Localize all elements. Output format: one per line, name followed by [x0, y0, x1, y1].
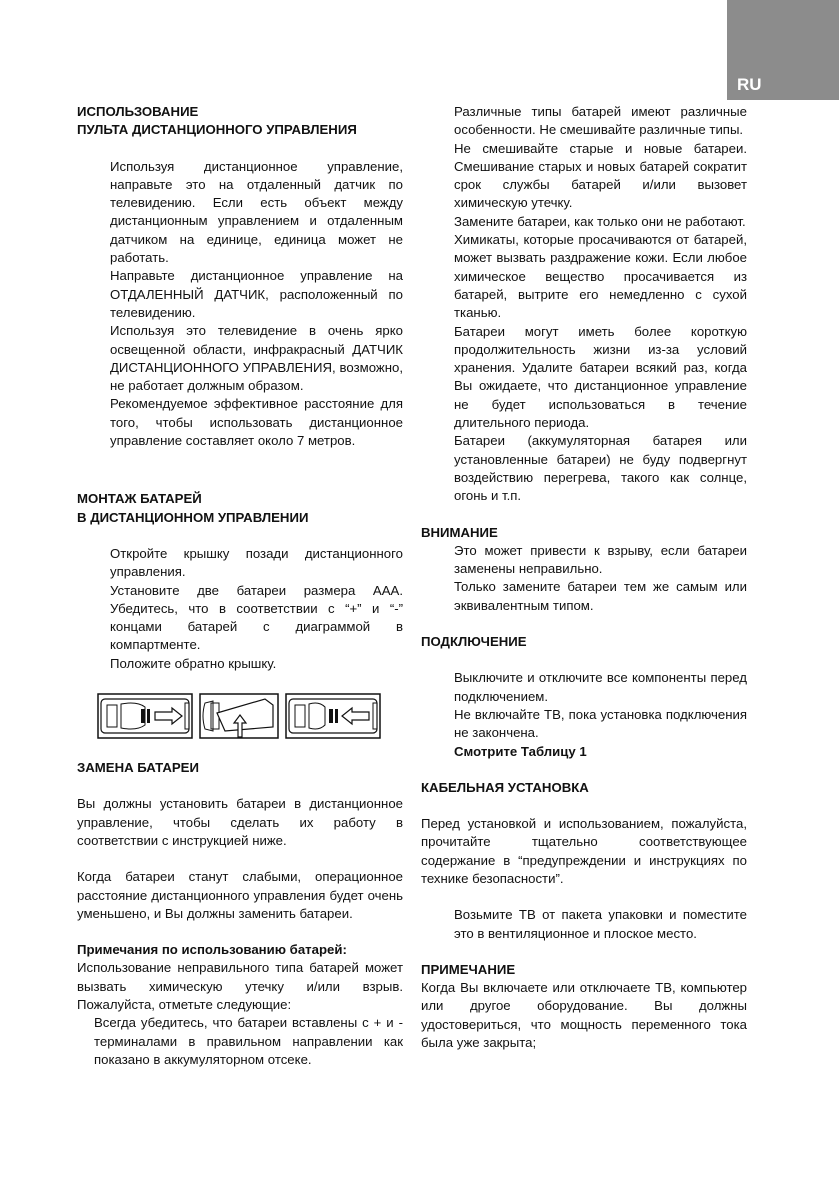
warning-heading: ВНИМАНИЕ: [421, 524, 498, 540]
warning-text: [421, 542, 747, 615]
battery-notes-continued: [421, 103, 747, 506]
paragraph: Направьте дистанционное управление на ОТДАЛЕННЫЙ ДАТЧИК, расположенный по телевидению.: [110, 268, 403, 320]
battery-install-text: [77, 545, 403, 673]
paragraph: Используя это телевидение в очень ярко освещенной области, инфракрасный ДАТЧИК ДИСТАНЦИОННОГО УПРАВЛЕНИЯ, возможно, не работает должным образом.: [110, 323, 403, 394]
cable-install-heading: КАБЕЛЬНАЯ УСТАНОВКА: [421, 779, 589, 795]
paragraph: Замените батареи, как только они не работают.: [454, 213, 746, 229]
remote-use-heading: ИСПОЛЬЗОВАНИЕ ПУЛЬТА ДИСТАНЦИОННОГО УПРАВЛЕНИЯ: [77, 104, 357, 138]
paragraph: Химикаты, которые просачиваются от батарей, может вызвать раздражение кожи. Если любое химическое вещество просачивается из батарей, вытрите его немедленно с сухой тканью.: [454, 232, 747, 321]
paragraph: Батареи (аккумуляторная батарея или установленные батареи) не буду подвергнут воздействию перегрева, такого как солнце, огонь и т.п.: [454, 433, 747, 504]
remote-use-text: [77, 158, 403, 451]
remote-open-cover-icon: [97, 693, 193, 739]
paragraph: Только замените батареи тем же самым или эквивалентным типом.: [454, 579, 747, 613]
paragraph: Рекомендуемое эффективное расстояние для того, чтобы использовать дистанционное управление составляет около 7 метров.: [110, 396, 403, 449]
paragraph: Выключите и отключите все компоненты перед подключением.: [454, 670, 747, 704]
connection-text: [421, 669, 747, 760]
paragraph: Перед установкой и использованием, пожалуйста, прочитайте тщательно соответствующее содержание в “предупреждении и инструкциях по технике безопасности”.: [421, 816, 747, 886]
paragraph: Не смешивайте старые и новые батареи. Смешивание старых и новых батарей сократит срок службы батарей и/или вызовет химическую утечку.: [454, 140, 747, 211]
paragraph: Использование неправильного типа батарей может вызвать химическую утечку и/или взрыв. Пожалуйста, отметьте следующие:: [77, 960, 403, 1012]
note-heading: ПРИМЕЧАНИЕ: [421, 961, 516, 977]
paragraph: Используя дистанционное управление, направьте это на отдаленный датчик по телевидению. Если есть объект между дистанционным управлением и отдаленным датчиком на единице, единица может не работать.: [110, 158, 403, 266]
paragraph: Батареи могут иметь более короткую продолжительность жизни из-за условий хранения. Удалите батареи всякий раз, когда Вы ожидаете, что дистанционное управление не будет использоваться в течение длительного периода.: [454, 323, 747, 431]
cable-install-text: [421, 906, 747, 943]
paragraph: Вы должны установить батареи в дистанционное управление, чтобы сделать их работу в соответствии с инструкцией ниже.: [77, 796, 403, 848]
battery-install-diagram: [97, 693, 403, 739]
paragraph: Различные типы батарей имеют различные особенности. Не смешивайте различные типы.: [454, 104, 747, 138]
paragraph: Не включайте ТВ, пока установка подключения не закончена.: [454, 706, 747, 741]
connection-heading: ПОДКЛЮЧЕНИЕ: [421, 634, 527, 650]
battery-replace-heading: ЗАМЕНА БАТАРЕИ: [77, 760, 199, 776]
battery-notes-heading: Примечания по использованию батарей:: [77, 942, 347, 958]
paragraph: Откройте крышку позади дистанционного управления.: [110, 545, 403, 580]
paragraph: Всегда убедитесь, что батареи вставлены с + и - терминалами в правильном направлении как показано в аккумуляторном отсеке.: [94, 1015, 403, 1067]
table-reference: Смотрите Таблицу 1: [454, 743, 587, 759]
battery-install-heading: МОНТАЖ БАТАРЕЙ В ДИСТАНЦИОННОМ УПРАВЛЕНИИ: [77, 491, 309, 525]
paragraph: Это может привести к взрыву, если батареи заменены неправильно.: [454, 542, 747, 577]
paragraph: Установите две батареи размера AAA. Убедитесь, что в соответствии с “+” и “-” концами батарей с диаграммой в компартменте.: [110, 582, 403, 653]
remote-close-cover-icon: [285, 693, 381, 739]
paragraph: Когда батареи станут слабыми, операционное расстояние дистанционного управления будет очень уменьшено, и Вы должны заменить батареи.: [77, 869, 403, 921]
language-tab: [727, 0, 839, 100]
right-column: [421, 103, 747, 1052]
paragraph: Возьмите ТВ от пакета упаковки и поместите это в вентиляционное и плоское место.: [454, 907, 747, 941]
paragraph: Когда Вы включаете или отключаете ТВ, компьютер или другое оборудование. Вы должны удостовериться, что мощность переменного тока была уже закрыта;: [421, 980, 747, 1051]
paragraph: Положите обратно крышку.: [110, 655, 277, 671]
language-label: RU: [737, 75, 762, 94]
remote-insert-battery-icon: [199, 693, 279, 739]
left-column: [77, 103, 403, 1069]
